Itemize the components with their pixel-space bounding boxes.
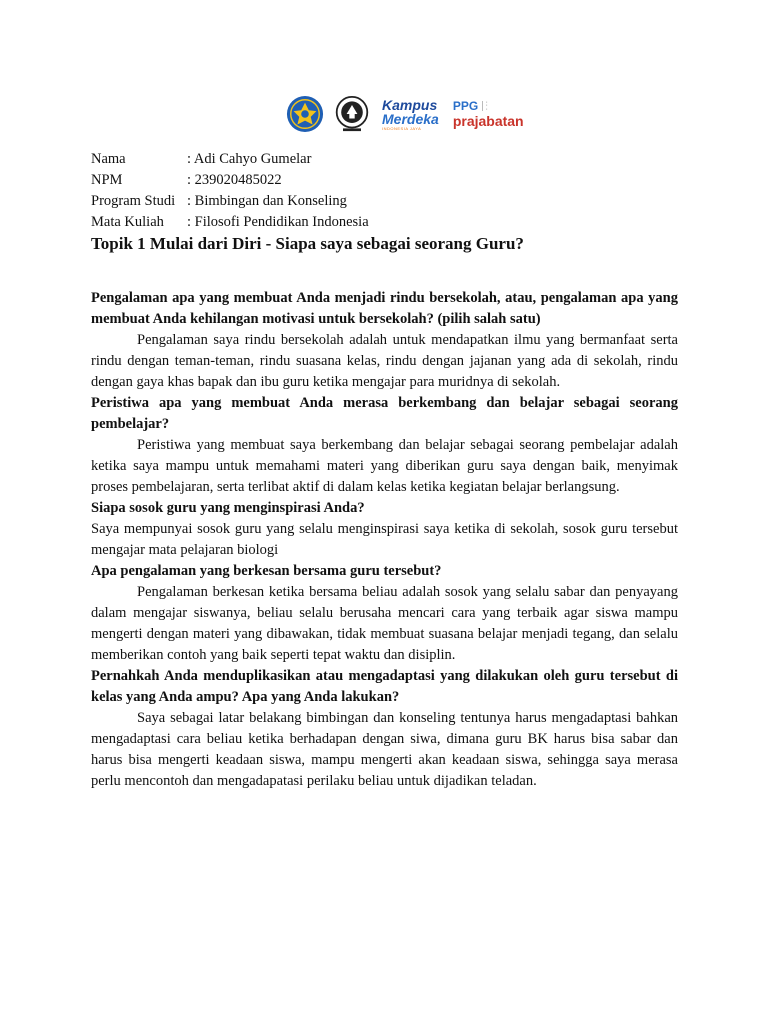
identity-key: NPM (91, 172, 123, 188)
question-3: Siapa sosok guru yang menginspirasi Anda? (91, 500, 365, 516)
answer-4: Pengalaman berkesan ketika bersama beliau adalah sosok yang selalu sabar dan penyayang dalam mengajar siswanya, beliau selalu berusaha mencari cara yang terbaik agar siswa mampu mengerti dengan materi yang dibawakan, tidak membuat suasana belajar menjadi tegang, dan selalu memberikan contoh yang baik seperti tepat waktu dan disiplin. (91, 584, 678, 663)
tut-wuri-handayani-logo (286, 95, 324, 133)
identity-row-nama (91, 149, 369, 170)
identity-block (91, 149, 369, 233)
identity-row-program-studi (91, 191, 369, 212)
kampus-merdeka-tagline: INDONESIA JAYA (382, 125, 422, 131)
ppg-program-label: prajabatan (452, 113, 524, 129)
kampus-merdeka-logo (382, 98, 439, 131)
identity-key: Nama (91, 151, 126, 167)
ppg-tiny-lines: ▪ ▪ ▪ (482, 101, 487, 111)
identity-value: : 239020485022 (187, 172, 282, 188)
identity-row-mata-kuliah (91, 212, 369, 233)
question-4: Apa pengalaman yang berkesan bersama guru tersebut? (91, 563, 442, 579)
answer-1: Pengalaman saya rindu bersekolah adalah untuk mendapatkan ilmu yang bermanfaat serta rindu dengan teman-teman, rindu suasana kelas, rindu dengan jajanan yang ada di sekolah, rindu dengan gaya khas bapak dan ibu guru ketika mengajar para muridnya di sekolah. (91, 332, 678, 390)
answer-3: Saya mempunyai sosok guru yang selalu menginspirasi saya ketika di sekolah, sosok guru tersebut mengajar mata pelajaran biologi (91, 521, 678, 558)
ppg-prajabatan-logo (453, 100, 524, 128)
answer-2: Peristiwa yang membuat saya berkembang dan belajar sebagai seorang pembelajar adalah ketika saya mampu untuk memahami materi yang diberikan guru saya dengan baik, menyimak proses pembelajaran, serta terlibat aktif di dalam kelas ketika kegiatan belajar berlangsung. (91, 437, 678, 495)
kampus-merdeka-text-2: Merdeka (382, 110, 439, 127)
identity-value: : Filosofi Pendidikan Indonesia (187, 214, 369, 230)
reflection-content (91, 288, 678, 792)
kampus-merdeka-text-1: Kampus (382, 96, 438, 113)
topic-title: Topik 1 Mulai dari Diri - Siapa saya sebagai seorang Guru? (91, 234, 524, 253)
ppg-label: PPG (452, 99, 479, 113)
identity-value: : Bimbingan dan Konseling (187, 193, 347, 209)
answer-5: Saya sebagai latar belakang bimbingan dan konseling tentunya harus mengadaptasi bahkan mengadaptasi cara beliau ketika berhadapan dengan siwa, dimana guru BK harus bisa sabar dan harus bisa mengerti keadaan siswa, mampu mengerti akan keadaan siswa, sehingga saya merasa perlu mencontoh dan mengadapatasi perilaku beliau untuk dijadikan teladan. (91, 710, 678, 789)
identity-row-npm (91, 170, 369, 191)
question-5: Pernahkah Anda menduplikasikan atau mengadaptasi yang dilakukan oleh guru tersebut di kelas yang Anda ampu? Apa yang Anda lakukan? (91, 668, 678, 705)
header-logos (286, 92, 524, 136)
university-logo (334, 94, 370, 134)
identity-key: Program Studi (91, 193, 176, 209)
identity-value: : Adi Cahyo Gumelar (187, 151, 312, 167)
question-1: Pengalaman apa yang membuat Anda menjadi rindu bersekolah, atau, pengalaman apa yang membuat Anda kehilangan motivasi untuk bersekolah? (pilih salah satu) (91, 290, 678, 327)
identity-key: Mata Kuliah (91, 214, 164, 230)
question-2: Peristiwa apa yang membuat Anda merasa berkembang dan belajar sebagai seorang pembelajar? (91, 395, 678, 432)
